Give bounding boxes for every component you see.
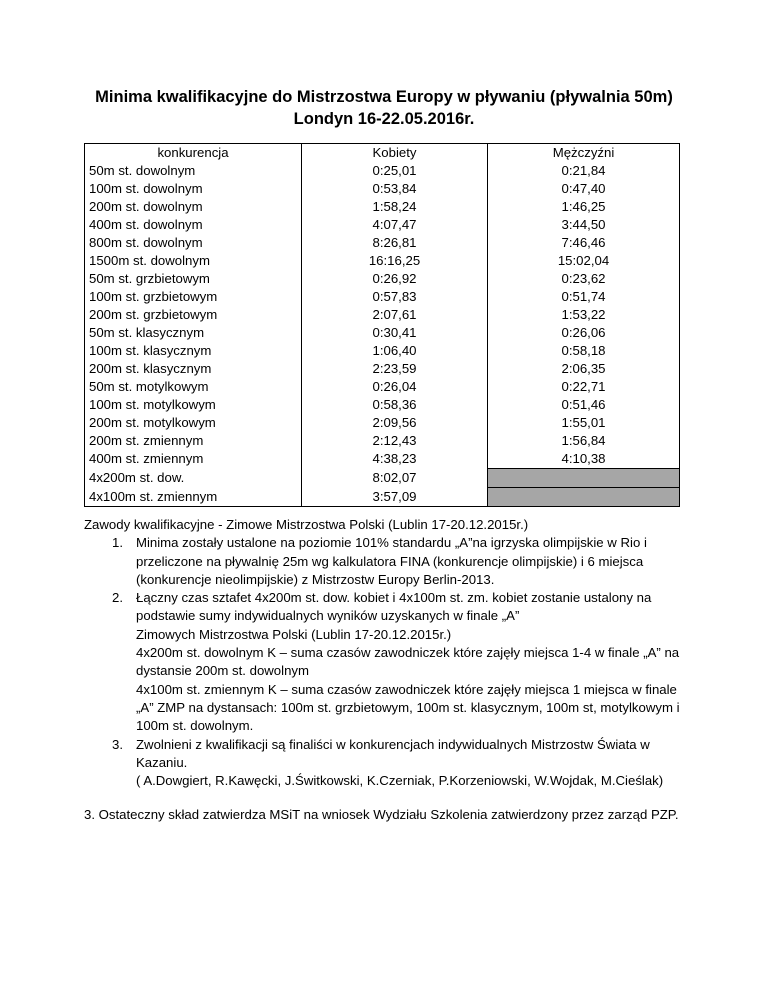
women-time-cell: 4:38,23 bbox=[302, 450, 488, 469]
men-time-cell: 0:22,71 bbox=[488, 378, 680, 396]
men-time-cell: 0:51,74 bbox=[488, 288, 680, 306]
women-time-cell: 3:57,09 bbox=[302, 488, 488, 507]
women-time-cell: 8:02,07 bbox=[302, 469, 488, 488]
women-time-cell: 0:25,01 bbox=[302, 162, 488, 180]
table-row bbox=[85, 270, 680, 288]
note-line: Kazaniu. bbox=[136, 754, 188, 770]
men-time-cell: 15:02,04 bbox=[488, 252, 680, 270]
women-time-cell: 0:58,36 bbox=[302, 396, 488, 414]
note-line: Zwolnieni z kwalifikacji są finaliści w konkurencjach indywidualnych Mistrzostw Świata w bbox=[136, 736, 650, 752]
event-cell: 4x200m st. dow. bbox=[85, 469, 302, 488]
men-time-cell: 0:51,46 bbox=[488, 396, 680, 414]
table-row bbox=[85, 198, 680, 216]
event-cell: 200m st. grzbietowym bbox=[85, 306, 302, 324]
table-row bbox=[85, 469, 680, 488]
men-time-cell-empty bbox=[488, 488, 680, 507]
men-time-cell: 0:47,40 bbox=[488, 180, 680, 198]
notes-section bbox=[84, 516, 684, 790]
event-cell: 200m st. klasycznym bbox=[85, 360, 302, 378]
event-cell: 200m st. zmiennym bbox=[85, 432, 302, 450]
event-cell: 800m st. dowolnym bbox=[85, 234, 302, 252]
women-time-cell: 1:06,40 bbox=[302, 342, 488, 360]
document-subtitle: Londyn 16-22.05.2016r. bbox=[293, 110, 475, 128]
women-time-cell: 2:23,59 bbox=[302, 360, 488, 378]
table-row bbox=[85, 414, 680, 432]
table-row bbox=[85, 378, 680, 396]
women-time-cell: 0:53,84 bbox=[302, 180, 488, 198]
note-line: 4x100m st. zmiennym K – suma czasów zawodniczek które zajęły miejsca 1 miejsca w finale bbox=[136, 681, 677, 697]
table-row bbox=[85, 162, 680, 180]
men-time-cell: 0:21,84 bbox=[488, 162, 680, 180]
note-line: podstawie sumy indywidualnych wyników uzyskanych w finale „A” bbox=[136, 608, 520, 624]
table-header-row bbox=[85, 144, 680, 163]
women-time-cell: 2:12,43 bbox=[302, 432, 488, 450]
header-women: Kobiety bbox=[302, 144, 488, 163]
event-cell: 100m st. dowolnym bbox=[85, 180, 302, 198]
event-cell: 50m st. dowolnym bbox=[85, 162, 302, 180]
men-time-cell: 1:46,25 bbox=[488, 198, 680, 216]
women-time-cell: 1:58,24 bbox=[302, 198, 488, 216]
men-time-cell: 1:56,84 bbox=[488, 432, 680, 450]
women-time-cell: 4:07,47 bbox=[302, 216, 488, 234]
event-cell: 100m st. motylkowym bbox=[85, 396, 302, 414]
table-row bbox=[85, 360, 680, 378]
women-time-cell: 0:26,04 bbox=[302, 378, 488, 396]
note-line: przeliczone na pływalnię 25m wg kalkulatora FINA (konkurencje olimpijskie) i 6 miejsca bbox=[136, 553, 644, 569]
note-line: 4x200m st. dowolnym K – suma czasów zawodniczek które zajęły miejsca 1-4 w finale „A” na bbox=[136, 645, 680, 661]
men-time-cell: 2:06,35 bbox=[488, 360, 680, 378]
note-line: ( A.Dowgiert, R.Kawęcki, J.Świtkowski, K.Czerniak, P.Korzeniowski, W.Wojdak, M.Cieślak) bbox=[136, 773, 664, 789]
men-time-cell: 4:10,38 bbox=[488, 450, 680, 469]
women-time-cell: 0:57,83 bbox=[302, 288, 488, 306]
note-line: dystansie 200m st. dowolnym bbox=[136, 663, 309, 679]
table-row bbox=[85, 234, 680, 252]
table-row bbox=[85, 450, 680, 469]
women-time-cell: 2:09,56 bbox=[302, 414, 488, 432]
women-time-cell: 0:26,92 bbox=[302, 270, 488, 288]
note-line: (konkurencje nieolimpijskie) z Mistrzostw Europy Berlin-2013. bbox=[136, 571, 495, 587]
event-cell: 100m st. klasycznym bbox=[85, 342, 302, 360]
notes-list bbox=[84, 534, 684, 790]
table-row bbox=[85, 342, 680, 360]
note-line: „A” ZMP na dystansach: 100m st. grzbietowym, 100m st. klasycznym, 100m st, motylkowym i bbox=[136, 699, 680, 715]
table-row bbox=[85, 252, 680, 270]
event-cell: 200m st. motylkowym bbox=[85, 414, 302, 432]
note-line: Łączny czas sztafet 4x200m st. dow. kobiet i 4x100m st. zm. kobiet zostanie ustalony na bbox=[136, 590, 652, 606]
note-item bbox=[84, 736, 684, 791]
note-number: 1. bbox=[112, 535, 123, 551]
table-row bbox=[85, 488, 680, 507]
women-time-cell: 16:16,25 bbox=[302, 252, 488, 270]
note-line: 100m st. dowolnym. bbox=[136, 718, 254, 734]
table-row bbox=[85, 306, 680, 324]
note-item bbox=[84, 534, 684, 589]
header-men: Mężczyźni bbox=[488, 144, 680, 163]
final-note: 3. Ostateczny skład zatwierdza MSiT na wniosek Wydziału Szkolenia zatwierdzony przez zarząd PZP. bbox=[84, 807, 679, 822]
table-row bbox=[85, 432, 680, 450]
event-cell: 400m st. dowolnym bbox=[85, 216, 302, 234]
men-time-cell: 3:44,50 bbox=[488, 216, 680, 234]
event-cell: 50m st. motylkowym bbox=[85, 378, 302, 396]
men-time-cell: 0:58,18 bbox=[488, 342, 680, 360]
event-cell: 400m st. zmiennym bbox=[85, 450, 302, 469]
men-time-cell: 1:53,22 bbox=[488, 306, 680, 324]
note-number: 3. bbox=[112, 736, 123, 752]
men-time-cell-empty bbox=[488, 469, 680, 488]
note-line: Minima zostały ustalone na poziomie 101% standardu „A”na igrzyska olimpijskie w Rio i bbox=[136, 535, 647, 551]
qualification-table bbox=[84, 143, 680, 507]
men-time-cell: 1:55,01 bbox=[488, 414, 680, 432]
women-time-cell: 0:30,41 bbox=[302, 324, 488, 342]
note-number: 2. bbox=[112, 590, 123, 606]
event-cell: 200m st. dowolnym bbox=[85, 198, 302, 216]
table-row bbox=[85, 180, 680, 198]
table-row bbox=[85, 288, 680, 306]
event-cell: 1500m st. dowolnym bbox=[85, 252, 302, 270]
event-cell: 100m st. grzbietowym bbox=[85, 288, 302, 306]
men-time-cell: 0:23,62 bbox=[488, 270, 680, 288]
document-title: Minima kwalifikacyjne do Mistrzostwa Europy w pływaniu (pływalnia 50m) bbox=[95, 88, 673, 106]
event-cell: 4x100m st. zmiennym bbox=[85, 488, 302, 507]
women-time-cell: 8:26,81 bbox=[302, 234, 488, 252]
note-line: Zimowych Mistrzostwa Polski (Lublin 17-20.12.2015r.) bbox=[136, 626, 452, 642]
event-cell: 50m st. klasycznym bbox=[85, 324, 302, 342]
table-row bbox=[85, 396, 680, 414]
table-row bbox=[85, 216, 680, 234]
notes-intro: Zawody kwalifikacyjne - Zimowe Mistrzostwa Polski (Lublin 17-20.12.2015r.) bbox=[84, 517, 529, 532]
women-time-cell: 2:07,61 bbox=[302, 306, 488, 324]
table-row bbox=[85, 324, 680, 342]
men-time-cell: 0:26,06 bbox=[488, 324, 680, 342]
men-time-cell: 7:46,46 bbox=[488, 234, 680, 252]
event-cell: 50m st. grzbietowym bbox=[85, 270, 302, 288]
header-event: konkurencja bbox=[85, 144, 302, 163]
note-item bbox=[84, 589, 684, 735]
